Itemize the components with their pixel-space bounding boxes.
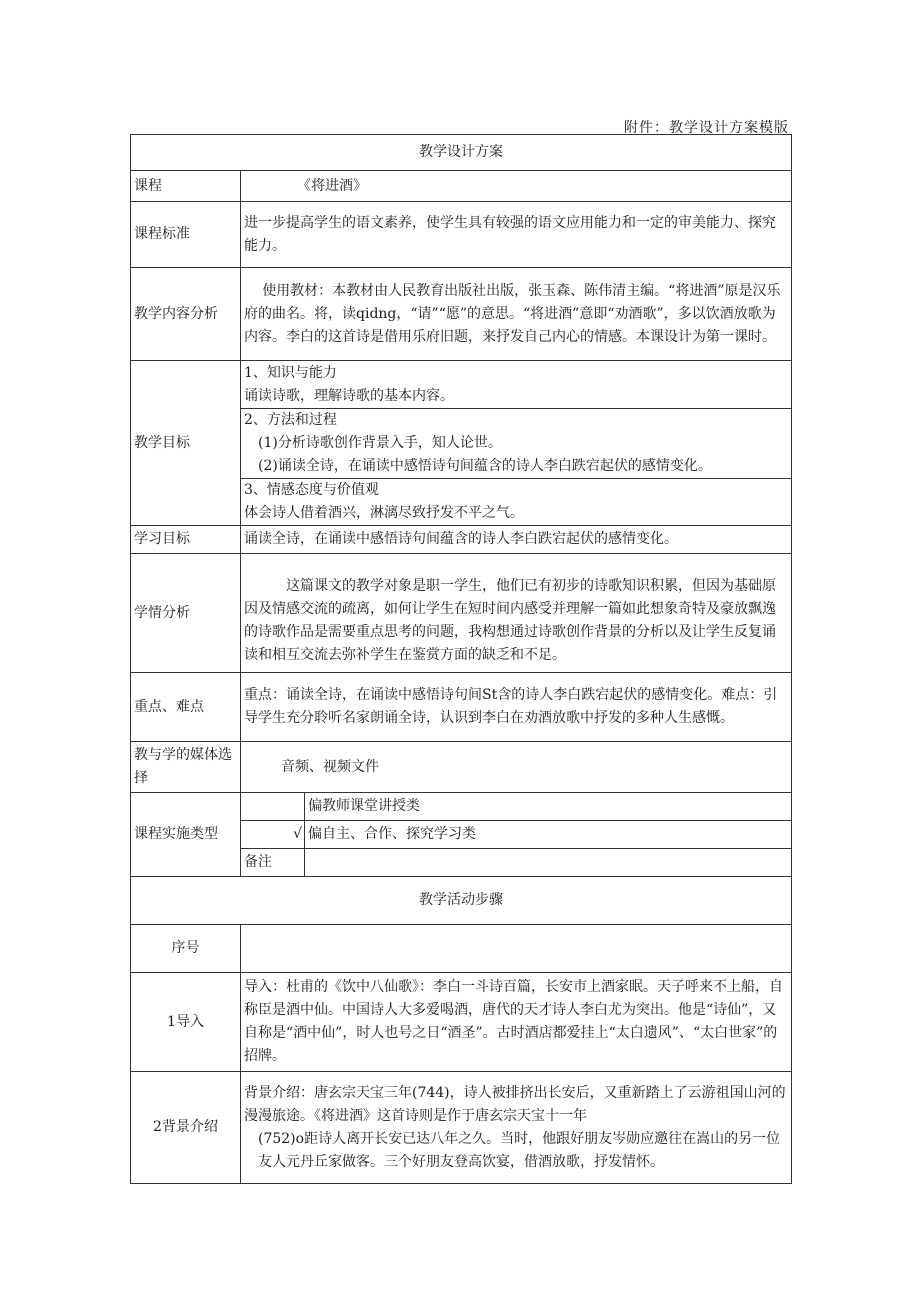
student-analysis-value: 这篇课文的教学对象是职一学生，他们已有初步的诗歌知识积累，但因为基础原因及情感交流的疏离，如何让学生在短时间内感受并理解一篇如此想象奇特及豪放飘逸的诗歌作品是需要重点思考的问题，我构想通过诗歌创作背景的分析以及让学生反复诵读和相互交流去弥补学生在鉴赏方面的缺乏和不足。 xyxy=(244,578,776,663)
key-points-label: 重点、难点 xyxy=(131,673,241,742)
key-points-value: 重点：诵读全诗，在诵读中感悟诗句间St含的诗人李白跌宕起伏的感情变化。难点：引导学生充分聆听名家朗诵全诗，认识到李白在劝酒放歌中抒发的多种人生感慨。 xyxy=(241,673,792,742)
implementation-option-2: 偏自主、合作、探究学习类 xyxy=(305,821,792,849)
steps-title: 教学活动步骤 xyxy=(131,877,792,925)
objective-emotion-text: 体会诗人借着酒兴，淋漓尽致抒发不平之气。 xyxy=(244,504,524,521)
checkmark-icon: √ xyxy=(241,821,305,849)
standard-value: 进一步提高学生的语文素养，使学生具有较强的语文应用能力和一定的审美能力、探究能力。 xyxy=(241,202,792,268)
course-label: 课程 xyxy=(131,171,241,202)
step-2-label: 2背景介绍 xyxy=(131,1072,241,1184)
objective-knowledge-title: 1、知识与能力 xyxy=(244,364,337,381)
step-2-line-1: 背景介绍：唐玄宗天宝三年(744)，诗人被排挤出长安后，又重新踏上了云游祖国山河的漫漫旅途。《将进酒》这首诗则是作于唐玄宗天宝十一年 xyxy=(244,1084,786,1124)
step-1-label: 1导入 xyxy=(131,973,241,1072)
lesson-plan-table xyxy=(130,134,792,1184)
standard-label: 课程标准 xyxy=(131,202,241,268)
media-value: 音频、视频文件 xyxy=(241,742,792,793)
learning-goal-label: 学习目标 xyxy=(131,526,241,554)
learning-goal-value: 诵读全诗，在诵读中感悟诗句间蕴含的诗人李白跌宕起伏的感情变化。 xyxy=(241,526,792,554)
implementation-option-1: 偏教师课堂讲授类 xyxy=(305,793,792,821)
objectives-label: 教学目标 xyxy=(131,361,241,526)
seq-label: 序号 xyxy=(131,925,241,973)
media-label: 教与学的媒体选择 xyxy=(131,742,241,793)
content-analysis-value: 使用教材：本教材由人民教育出版社出版，张玉森、陈伟清主编。“将进酒”原是汉乐府的曲名。将，读qidng，“请”“愿”的意思。“将进酒”意即“劝酒歌”，多以饮酒放歌为内容。李白的这首诗是借用乐府旧题，来抒发自己内心的情感。本课设计为第一课时。 xyxy=(244,282,781,345)
table-title: 教学设计方案 xyxy=(131,135,792,171)
course-value: 《将进酒》 xyxy=(241,171,792,202)
objective-method-title: 2、方法和过程 xyxy=(241,408,791,432)
remark-label: 备注 xyxy=(241,849,305,877)
student-analysis-label: 学情分析 xyxy=(131,554,241,673)
content-analysis-label: 教学内容分析 xyxy=(131,268,241,361)
step-1-value: 导入：杜甫的《饮中八仙歌》：李白一斗诗百篇，长安市上酒家眠。天子呼来不上船，自称臣是酒中仙。中国诗人大多爱喝酒，唐代的天才诗人李白尤为突出。他是“诗仙”，又自称是“酒中仙”，时人也号之日“酒圣”。古时酒店都爱挂上“太白遗风”、“太白世家”的招牌。 xyxy=(241,973,792,1072)
step-2-line-2: (752)o距诗人离开长安已达八年之久。当时，他跟好朋友岑勋应邀往在嵩山的另一位友人元丹丘家做客。三个好朋友登高饮宴，借酒放歌，抒发情怀。 xyxy=(258,1130,781,1170)
attachment-note: 附件：教学设计方案模版 xyxy=(624,120,789,136)
implementation-label: 课程实施类型 xyxy=(131,793,241,877)
objective-method-item-1: (1)分析诗歌创作背景入手，知人论世。 xyxy=(258,434,502,451)
objective-knowledge-text: 诵读诗歌，理解诗歌的基本内容。 xyxy=(244,387,454,404)
objectives-cell xyxy=(241,361,792,526)
objective-emotion-title: 3、情感态度与价值观 xyxy=(241,478,791,502)
remark-value xyxy=(305,849,792,877)
objective-method-item-2: (2)诵读全诗，在诵读中感悟诗句间蕴含的诗人李白跌宕起伏的感情变化。 xyxy=(258,457,712,474)
